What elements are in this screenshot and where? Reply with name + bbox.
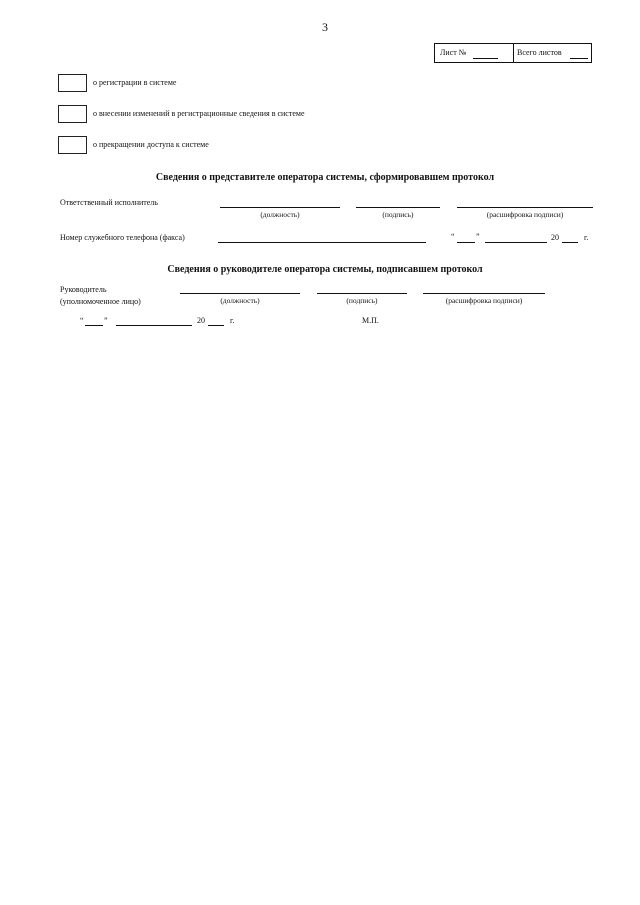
total-sheets-label: Всего листов	[517, 48, 562, 57]
head-date-day-field[interactable]	[85, 325, 103, 326]
head-caption-signature: (подпись)	[346, 296, 378, 305]
caption-signature: (подпись)	[382, 210, 414, 219]
head-date-quote-close: ”	[104, 316, 108, 325]
date-year-suffix: г.	[584, 233, 589, 242]
date-quote-open: “	[451, 232, 455, 241]
head-decoding-field[interactable]	[423, 293, 545, 294]
section1-heading: Сведения о представителе оператора системы, сформировавшем протокол	[155, 172, 495, 183]
head-date-month-field[interactable]	[116, 325, 192, 326]
option-registration-label: о регистрации в системе	[93, 78, 177, 87]
executor-decoding-field[interactable]	[457, 207, 593, 208]
sheet-no-field[interactable]	[473, 58, 498, 59]
date-day-field[interactable]	[457, 242, 475, 243]
head-caption-position: (должность)	[220, 296, 260, 305]
head-caption-decoding: (расшифровка подписи)	[445, 296, 523, 305]
caption-decoding: (расшифровка подписи)	[486, 210, 564, 219]
executor-position-field[interactable]	[220, 207, 340, 208]
head-date-quote-open: “	[80, 316, 84, 325]
authorized-label: (уполномоченное лицо)	[60, 297, 141, 306]
head-date-year-prefix: 20	[197, 316, 205, 325]
phone-field[interactable]	[218, 242, 426, 243]
head-position-field[interactable]	[180, 293, 300, 294]
section2-heading: Сведения о руководителе оператора системы, подписавшем протокол	[167, 264, 483, 275]
executor-label: Ответственный исполнитель	[60, 198, 158, 207]
date-year-field[interactable]	[562, 242, 578, 243]
executor-signature-field[interactable]	[356, 207, 440, 208]
head-signature-field[interactable]	[317, 293, 407, 294]
sheet-number-box	[434, 43, 592, 63]
head-date-year-field[interactable]	[208, 325, 224, 326]
option-termination-label: о прекращении доступа к системе	[93, 140, 209, 149]
checkbox-registration[interactable]	[58, 74, 87, 92]
checkbox-changes[interactable]	[58, 105, 87, 123]
sheet-no-label: Лист №	[440, 48, 467, 57]
date-year-prefix: 20	[551, 233, 559, 242]
date-quote-close: ”	[476, 232, 480, 241]
sheet-box-divider	[513, 44, 514, 62]
checkbox-termination[interactable]	[58, 136, 87, 154]
head-label: Руководитель	[60, 285, 107, 294]
page-number: 3	[322, 20, 328, 34]
date-month-field[interactable]	[485, 242, 547, 243]
phone-label: Номер служебного телефона (факса)	[60, 233, 185, 242]
option-changes-label: о внесении изменений в регистрационные сведения в системе	[93, 109, 305, 118]
stamp-label: М.П.	[362, 316, 379, 325]
caption-position: (должность)	[260, 210, 300, 219]
head-date-year-suffix: г.	[230, 316, 235, 325]
total-sheets-field[interactable]	[570, 58, 588, 59]
